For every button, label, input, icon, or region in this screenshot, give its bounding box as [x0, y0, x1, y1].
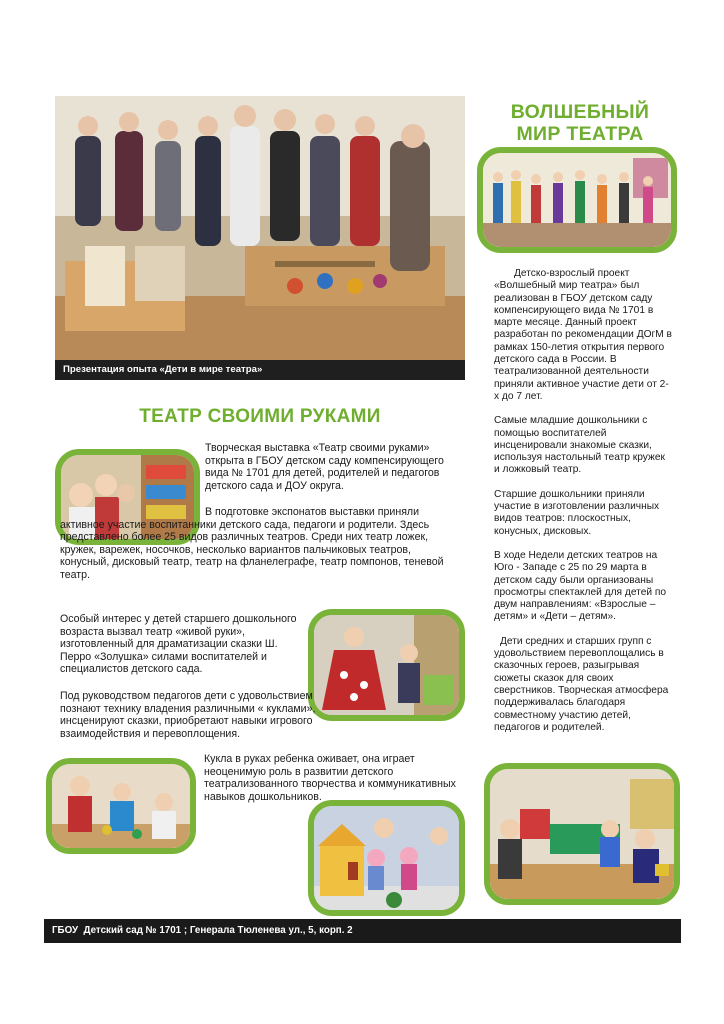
- right-paragraph-5: Дети средних и старших групп с удовольствием перевоплощались в сказочных героев, разыгрывая сюжеты сказок для своих сверстников. Творческая атмосфера поддерживалась благодаря совместному участию детей, педагогов и родителей.: [494, 635, 669, 733]
- left-paragraph-4: Под руководством педагогов дети с удовольствием познают технику владения различными « куклами», инсценируют сказки, приобретают навыки игрового взаимодействия и перевоплощения.: [60, 690, 316, 740]
- puppet-show-photo: [484, 763, 680, 905]
- footer-text: ГБОУ Детский сад № 1701 ; Генерала Тюленева ул., 5, корп. 2: [52, 925, 353, 936]
- stage-photo: [477, 147, 677, 253]
- right-paragraph-2: Самые младшие дошкольники с помощью воспитателей инсценировали знакомые сказки, используя настольный театр кружек и ложковый театр.: [494, 415, 665, 476]
- main-photo: [55, 96, 465, 362]
- left-paragraph-1: Творческая выставка «Театр своими руками» открыта в ГБОУ детском саду компенсирующего вида № 1701 для детей, родителей и педагогов детского сада и ДОУ округа.: [205, 442, 444, 492]
- right-column-text: [494, 268, 672, 734]
- right-paragraph-3: Старшие дошкольники приняли участие в изготовлении различных видов театров: плоскостных, конусных, дисковых.: [494, 488, 660, 537]
- footer-bar: [44, 919, 681, 943]
- right-paragraph-4: В ходе Недели детских театров на Юго - Западе с 25 по 29 марта в детском саду были организованы просмотры спектаклей для детей по двум направлениям: «Взрослые – детям» и «Дети – детям».: [494, 549, 667, 623]
- kids-play-photo: [46, 758, 196, 854]
- right-title-line2: МИР ТЕАТРА: [516, 123, 644, 145]
- right-title: [482, 101, 678, 145]
- right-paragraph-1: Детско-взрослый проект «Волшебный мир театра» был реализован в ГБОУ детском саду компенсирующего вида № 1701 в марте месяце. Данный проект разработан по рекомендации ДОгМ в рамках 150-летия открытия первого детского сада в России. В театрализованной деятельности приняли активное участие дети от 2-х до 7 лет.: [494, 268, 672, 402]
- pig-puppets-photo: [308, 800, 465, 916]
- right-title-line1: ВОЛШЕБНЫЙ: [510, 101, 650, 123]
- left-paragraph-2: В подготовке экспонатов выставки приняли активное участие воспитанники детского сада, педагоги и родители. Здесь представлено более 25 видов различных театров. Среди них театр ложек, кружек, варежек, носочков, несколько вариантов пальчиковых театров, конусный, дисковый театр, театр на фланелеграфе, театр помпонов, теневой театр.: [60, 506, 444, 581]
- left-paragraph-5: Кукла в руках ребенка оживает, она играет неоценимую роль в развитии детского театрализованного творчества и коммуникативных навыков дошкольников.: [204, 753, 456, 803]
- main-photo-caption: Презентация опыта «Дети в мире театра»: [63, 364, 263, 375]
- left-title: ТЕАТР СВОИМИ РУКАМИ: [139, 406, 381, 427]
- left-paragraph-3: Особый интерес у детей старшего дошкольного возраста вызвал театр «живой руки», изготовленный для драматизации сказки Ш. Перро «Золушка» силами воспитателей и специалистов детского сада.: [60, 613, 297, 676]
- main-photo-caption-bar: [55, 360, 465, 380]
